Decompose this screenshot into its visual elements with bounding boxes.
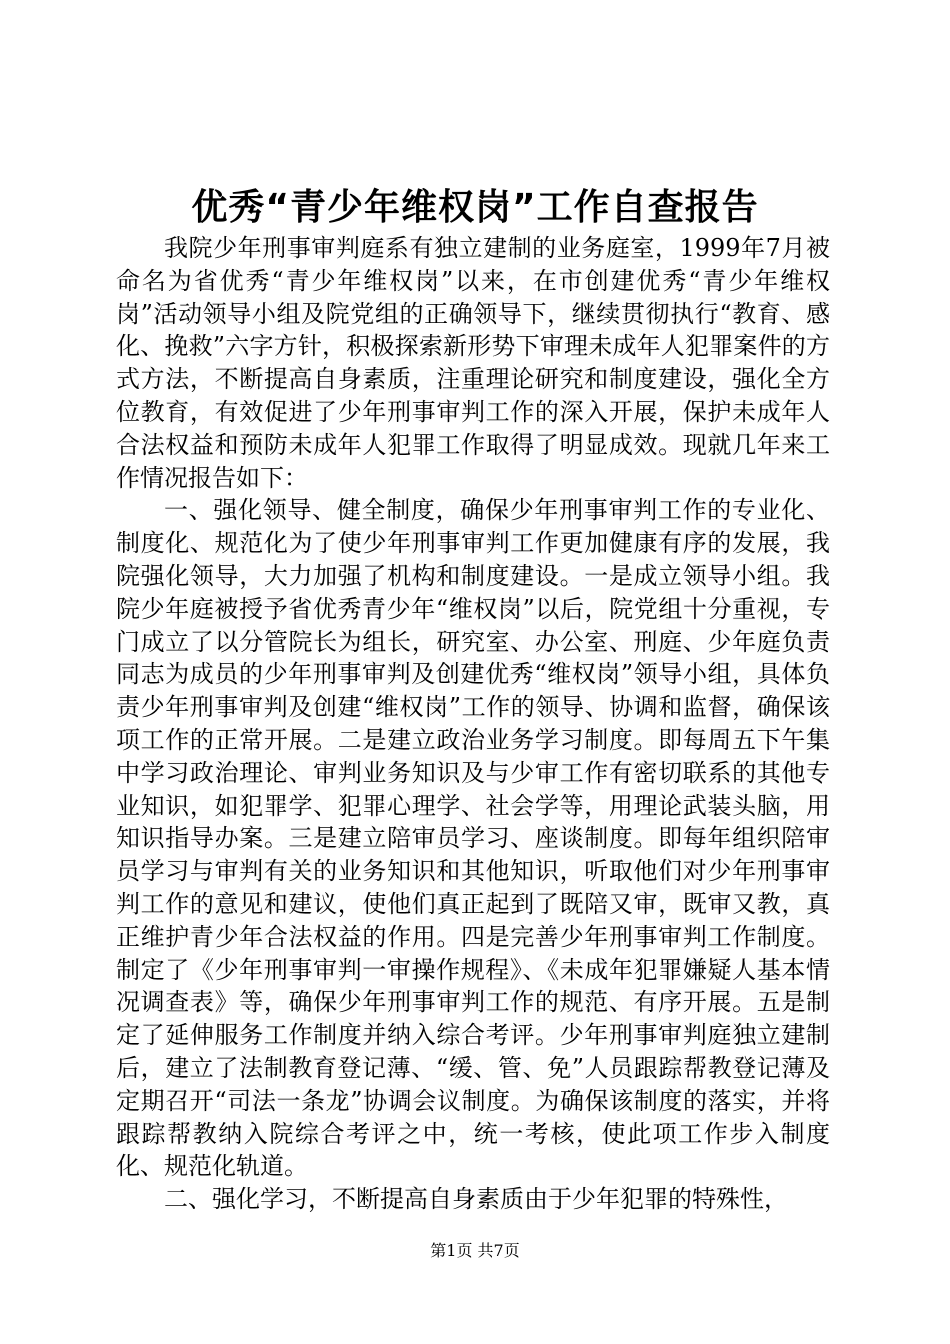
intro-paragraph: 我院少年刑事审判庭系有独立建制的业务庭室，1999年7月被命名为省优秀“青少年维权岗”以来，在市创建优秀“青少年维权岗”活动领导小组及院党组的正确领导下，继续贯彻执行“教育、感化、挽救”六字方针，积极探索新形势下审理未成年人犯罪案件的方式方法，不断提高自身素质，注重理论研究和制度建设，强化全方位教育，有效促进了少年刑事审判工作的深入开展，保护未成年人合法权益和预防未成年人犯罪工作取得了明显成效。现就几年来工作情况报告如下： (116, 234, 830, 492)
page-number-footer: 第1页 共7页 (430, 1241, 520, 1260)
section-two-paragraph: 二、强化学习，不断提高自身素质由于少年犯罪的特殊性， (164, 1185, 788, 1214)
document-body (116, 232, 830, 1216)
section-one-paragraph: 一、强化领导、健全制度，确保少年刑事审判工作的专业化、制度化、规范化为了使少年刑事审判工作更加健康有序的发展，我院强化领导，大力加强了机构和制度建设。一是成立领导小组。我院少年庭被授予省优秀青少年“维权岗”以后，院党组十分重视，专门成立了以分管院长为组长，研究室、办公室、刑庭、少年庭负责同志为成员的少年刑事审判及创建优秀“维权岗”领导小组，具体负责少年刑事审判及创建“维权岗”工作的领导、协调和监督，确保该项工作的正常开展。二是建立政治业务学习制度。即每周五下午集中学习政治理论、审判业务知识及与少审工作有密切联系的其他专业知识，如犯罪学、犯罪心理学、社会学等，用理论武装头脑，用知识指导办案。三是建立陪审员学习、座谈制度。即每年组织陪审员学习与审判有关的业务知识和其他知识，听取他们对少年刑事审判工作的意见和建议，使他们真正起到了既陪又审，既审又教，真正维护青少年合法权益的作用。四是完善少年刑事审判工作制度。制定了《少年刑事审判一审操作规程》、《未成年犯罪嫌疑人基本情况调查表》等，确保少年刑事审判工作的规范、有序开展。五是制定了延伸服务工作制度并纳入综合考评。少年刑事审判庭独立建制后，建立了法制教育登记薄、“缓、管、免”人员跟踪帮教登记薄及定期召开“司法一条龙”协调会议制度。为确保该制度的落实，并将跟踪帮教纳入院综合考评之中，统一考核，使此项工作步入制度化、规范化轨道。 (116, 496, 830, 1181)
document-title: 优秀“青少年维权岗”工作自查报告 (191, 187, 759, 228)
